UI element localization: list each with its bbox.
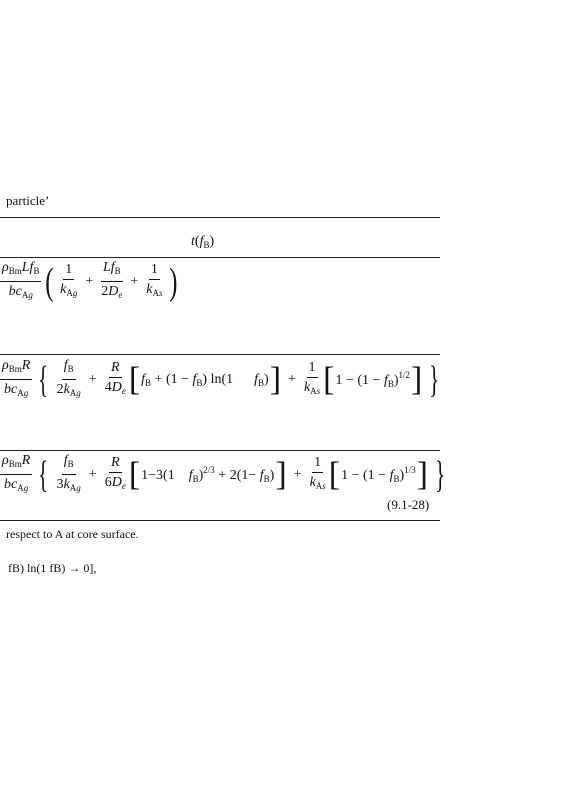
row1-lhs-fraction: $\frac{\rho_{Bm}Lf_B}{bc_{Ag}}$ <box>2 260 40 300</box>
header-rule <box>0 257 440 258</box>
row3-lhs-fraction: $\frac{\rho_{Bm}R}{bc_{Ag}}$ <box>2 453 31 493</box>
equation-row-1: $\frac{\rho_{Bm}Lf_B}{bc_{Ag}}$ ( $\frac{1}{k_{Ag}}$ + $\frac{Lf_B}{2D_e}$ + $\frac{1}{k_{As}}$ ) <box>2 260 177 303</box>
row2-lhs-fraction: $\frac{\rho_{Bm}R}{bc_{Ag}}$ <box>2 358 31 398</box>
row1-term-2: $\frac{Lf_B}{2D_e}$ <box>101 260 123 300</box>
equation-row-2: $\frac{\rho_{Bm}R}{bc_{Ag}}$ { $\frac{f_B}{2k_{Ag}}$ + $\frac{R}{4D_e}$ [ $f_B + (1 - f_B)$ ln(1 $f_B$) ] + $\frac{1}{k_{As}}$ [ $1 - (1 - f_B)^{1/2}$ ] } <box>2 358 440 401</box>
table-caption-fragment: particle’ <box>6 193 50 208</box>
equation-row-3: $\frac{\rho_{Bm}R}{bc_{Ag}}$ { $\frac{f_B}{3k_{Ag}}$ + $\frac{R}{6D_e}$ [ 1−3(1 $f_B)^{2/3} + 2(1- f_B)$ ] + $\frac{1}{k_{As}}$ [ $1 - (1 - f_B)^{1/3}$ ] } <box>2 453 446 496</box>
row1-term-3: $\frac{1}{k_{As}}$ <box>146 262 163 298</box>
row-rule-1 <box>0 354 440 355</box>
column-header: $t(f_B)$ <box>191 234 215 250</box>
footnote-1: respect to A at core surface. <box>6 527 139 541</box>
row3-term-2: $\frac{R}{6D_e}$ <box>104 455 126 491</box>
row2-term-3: $\frac{1}{k_{As}}$ <box>303 360 321 396</box>
equation-number: (9.1-28) <box>387 497 430 512</box>
row2-term-2: $\frac{R}{4D_e}$ <box>104 360 126 396</box>
table-bottom-rule <box>0 520 440 521</box>
footnote-2: fB) ln(1 fB) → 0], <box>8 561 97 575</box>
row3-bracket-2: $1 - (1 - f_B)^{1/3}$ <box>341 465 416 484</box>
table-top-rule <box>0 217 440 218</box>
row2-term-1: $\frac{f_B}{2k_{Ag}}$ <box>56 358 81 398</box>
row3-term-3: $\frac{1}{k_{As}}$ <box>309 455 326 491</box>
row-rule-2 <box>0 450 440 451</box>
row3-bracket-1: 1−3(1 $f_B)^{2/3} + 2(1- f_B)$ <box>141 465 275 484</box>
row2-bracket-1: $f_B + (1 - f_B)$ ln(1 $f_B$) <box>141 371 269 388</box>
row2-bracket-2: $1 - (1 - f_B)^{1/2}$ <box>335 370 411 389</box>
row3-term-1: $\frac{f_B}{3k_{Ag}}$ <box>56 453 81 493</box>
row1-term-1: $\frac{1}{k_{Ag}}$ <box>60 262 78 298</box>
